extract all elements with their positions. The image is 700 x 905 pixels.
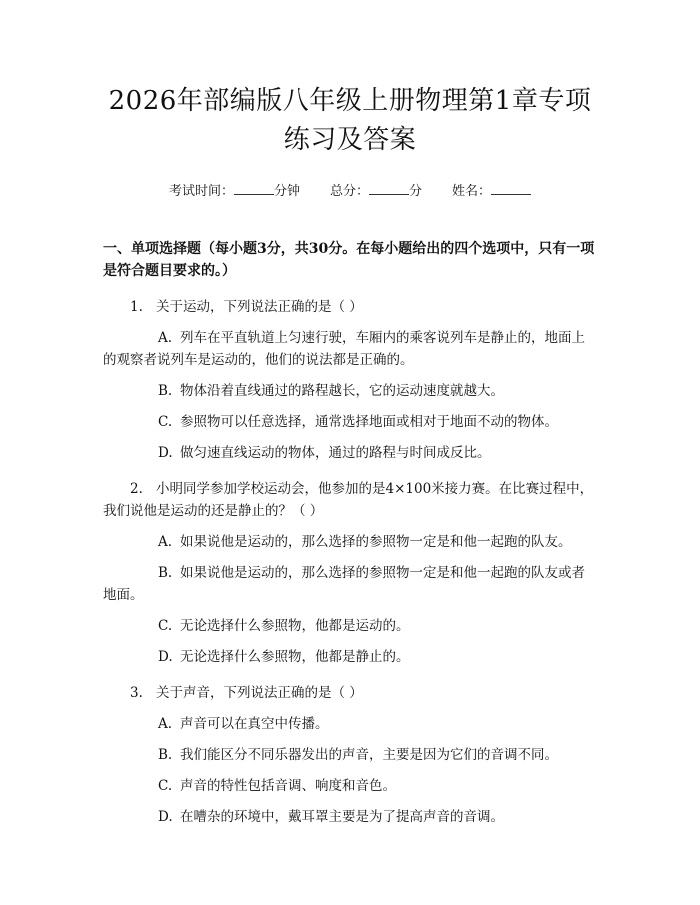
option-letter: A. <box>158 534 173 550</box>
option-3d <box>103 806 597 828</box>
question-number: 3. <box>130 685 143 701</box>
option-letter: C. <box>158 618 173 634</box>
option-2c <box>103 615 597 637</box>
option-letter: A. <box>158 330 173 346</box>
option-1b <box>103 380 597 402</box>
option-letter: B. <box>158 747 173 763</box>
option-letter: B. <box>158 383 173 399</box>
option-2b <box>103 562 597 606</box>
option-letter: A. <box>158 716 173 732</box>
question-number: 1. <box>130 299 143 315</box>
option-text: 如果说他是运动的，那么选择的参照物一定是和他一起跑的队友或者地面。 <box>103 565 585 603</box>
option-1d <box>103 442 597 464</box>
option-letter: D. <box>158 649 173 665</box>
question-3 <box>103 682 597 704</box>
option-text: 如果说他是运动的，那么选择的参照物一定是和他一起跑的队友。 <box>180 534 572 550</box>
question-stem: 小明同学参加学校运动会，他参加的是4×100米接力赛。在比赛过程中，我们说他是运动的还是静止的？（ ） <box>103 481 594 519</box>
option-text: 参照物可以任意选择，通常选择地面或相对于地面不动的物体。 <box>180 414 558 430</box>
option-text: 我们能区分不同乐器发出的声音，主要是因为它们的音调不同。 <box>180 747 558 763</box>
option-text: 声音可以在真空中传播。 <box>180 716 329 732</box>
option-letter: D. <box>158 445 173 461</box>
name-blank <box>491 180 531 195</box>
option-text: 列车在平直轨道上匀速行驶，车厢内的乘客说列车是静止的，地面上的观察者说列车是运动的，他们的说法都是正确的。 <box>103 330 585 368</box>
option-text: 做匀速直线运动的物体，通过的路程与时间成反比。 <box>180 445 491 461</box>
score-label: 总分： <box>329 184 369 199</box>
question-2 <box>103 478 597 522</box>
score-unit: 分 <box>409 184 423 199</box>
option-letter: D. <box>158 809 173 825</box>
time-blank <box>234 180 274 195</box>
option-letter: C. <box>158 778 173 794</box>
option-letter: B. <box>158 565 173 581</box>
option-text: 无论选择什么参照物，他都是运动的。 <box>180 618 410 634</box>
option-1c <box>103 411 597 433</box>
option-2a <box>103 531 597 553</box>
document-title: 2026年部编版八年级上册物理第1章专项练习及答案 <box>108 86 592 155</box>
question-stem: 关于声音，下列说法正确的是（ ） <box>156 685 363 701</box>
option-1a <box>103 327 597 371</box>
time-label: 考试时间： <box>168 184 234 199</box>
question-number: 2. <box>130 481 143 497</box>
score-blank <box>369 180 409 195</box>
question-1 <box>103 296 597 318</box>
option-text: 物体沿着直线通过的路程越长，它的运动速度就越大。 <box>180 383 504 399</box>
section-heading: 一、单项选择题（每小题3分，共30分。在每小题给出的四个选项中，只有一项是符合题目要求的。） <box>103 241 595 279</box>
option-letter: C. <box>158 414 173 430</box>
option-2d <box>103 646 597 668</box>
question-stem: 关于运动，下列说法正确的是（ ） <box>156 299 363 315</box>
name-label: 姓名： <box>452 184 492 199</box>
option-text: 无论选择什么参照物，他都是静止的。 <box>180 649 410 665</box>
option-3b <box>103 744 597 766</box>
option-3c <box>103 775 597 797</box>
exam-meta <box>103 180 597 202</box>
option-text: 在嘈杂的环境中，戴耳罩主要是为了提高声音的音调。 <box>180 809 504 825</box>
option-text: 声音的特性包括音调、响度和音色。 <box>180 778 396 794</box>
option-3a <box>103 713 597 735</box>
time-unit: 分钟 <box>273 184 300 199</box>
